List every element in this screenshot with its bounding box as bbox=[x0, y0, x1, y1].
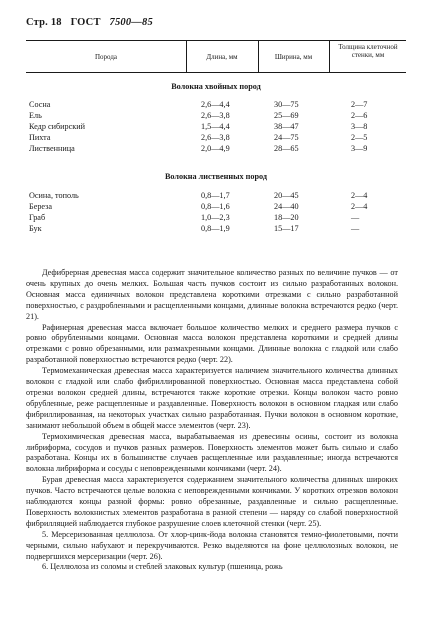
cell-breed: Ель bbox=[29, 111, 42, 120]
table-row bbox=[26, 202, 406, 212]
cell-length: 0,8—1,9 bbox=[201, 224, 230, 233]
table-header-rule bbox=[26, 72, 406, 73]
cell-breed: Бук bbox=[29, 224, 42, 233]
standard-number: 7500—85 bbox=[109, 17, 153, 28]
section-hardwood: Волокна лиственных пород bbox=[164, 172, 268, 181]
header-thickness: Толщина клеточной стенки, мм bbox=[338, 43, 398, 59]
cell-length: 2,6—3,8 bbox=[201, 133, 230, 142]
cell-thickness: 2—7 bbox=[351, 100, 368, 109]
table-row bbox=[26, 111, 406, 121]
cell-width: 30—75 bbox=[274, 100, 299, 109]
header-length: Длина, мм bbox=[206, 53, 238, 61]
table-row bbox=[26, 122, 406, 132]
page-number: Стр. 18 bbox=[26, 17, 62, 28]
cell-width: 28—65 bbox=[274, 144, 299, 153]
header-breed: Порода bbox=[94, 53, 118, 61]
section-softwood: Волокна хвойных пород bbox=[171, 82, 261, 91]
cell-width: 24—40 bbox=[274, 202, 299, 211]
cell-length: 1,0—2,3 bbox=[201, 213, 230, 222]
cell-thickness: — bbox=[351, 213, 360, 222]
cell-thickness: 3—8 bbox=[351, 122, 368, 131]
cell-breed: Осина, тополь bbox=[29, 191, 79, 200]
cell-breed: Береза bbox=[29, 202, 53, 211]
table-top-rule bbox=[26, 40, 406, 41]
paragraph: Рафинерная древесная масса включает большое количество мелких и среднего размера пучков с ровно обрубленными концами. Основная масса волокон представлена короткими и средней длины отрезками с ровно обрезанными, или размахренными концами. Длинные волокна с гладкой или слабо разработанной поверхностью встречаются редко (черт. 22). bbox=[26, 322, 398, 365]
cell-breed: Пихта bbox=[29, 133, 51, 142]
table-row bbox=[26, 133, 406, 143]
header-width: Ширина, мм bbox=[274, 53, 313, 61]
cell-length: 0,8—1,6 bbox=[201, 202, 230, 211]
cell-thickness: 3—9 bbox=[351, 144, 368, 153]
cell-width: 15—17 bbox=[274, 224, 299, 233]
table-row bbox=[26, 224, 406, 234]
column-divider bbox=[329, 40, 330, 72]
paragraph: Дефибрерная древесная масса содержит значительное количество разных по величине пучков — от очень крупных до очень мелких. Большая часть пучков состоит из сильно разработанных волокон. Основная масса единичных волокон представлена короткими отрезками с сильно разработанной поверхностью, с раздробленными и расщепленными концами, длинные волокна встречаются редко (черт. 21). bbox=[26, 268, 398, 321]
cell-width: 24—75 bbox=[274, 133, 299, 142]
table-row bbox=[26, 213, 406, 223]
cell-length: 2,6—4,4 bbox=[201, 100, 230, 109]
paragraph: 6. Целлюлоза из соломы и стеблей злаковых культур (пшеница, рожь bbox=[42, 562, 283, 572]
cell-length: 0,8—1,7 bbox=[201, 191, 230, 200]
cell-breed: Лиственница bbox=[29, 144, 75, 153]
table-row bbox=[26, 144, 406, 154]
standard-label: ГОСТ bbox=[70, 17, 101, 28]
page-header bbox=[26, 17, 153, 28]
paragraph: Термохимическая древесная масса, вырабатываемая из древесины осины, состоит из волокна либриформа, сосудов и пучков разных размеров. Поверхность элементов может быть сильно и слабо разработана. Концы их в большинстве случаев расщепленные или раздавленные; иногда встречаются волокна либриформа и сосуды с неповрежденными кончиками (черт. 24). bbox=[26, 431, 398, 474]
cell-thickness: 2—4 bbox=[351, 202, 368, 211]
cell-width: 38—47 bbox=[274, 122, 299, 131]
table-row bbox=[26, 100, 406, 110]
cell-thickness: 2—5 bbox=[351, 133, 368, 142]
cell-length: 2,0—4,9 bbox=[201, 144, 230, 153]
cell-breed: Сосна bbox=[29, 100, 51, 109]
body-text bbox=[26, 268, 398, 573]
paragraph: Бурая древесная масса характеризуется содержанием значительного количества длинных широких пучков. Часто встречаются целые волокна с неповрежденными кончиками. У коротких отрезков волокон наблюдаются концы разной формы: ровно обрезанные, раздавленные и сильно расщепленные. Поверхность волокнистых элементов разработана в разной степени — наряду со слабой поверхностной фибрилляцией наблюдается глубокое разрушение слоев клеточной стенки (черт. 25). bbox=[26, 475, 398, 528]
cell-width: 20—45 bbox=[274, 191, 299, 200]
paragraph: Термомеханическая древесная масса характеризуется наличием значительного количества длинных волокон с гладкой или слабо фибриллированной поверхностью. Основная масса представлена собой отрезки волокон средней длины, встречаются также короткие отрезки. Концы волокон часто ровно обрубленные, реже расщепленные и раздавленные. Поверхность волокон в основном гладкая или слабо фибриллированная, на некоторых участках сильно разработанная. Пучки волокон в основном короткие, занимают небольшой объем в общей массе элементов (черт. 23). bbox=[26, 366, 398, 430]
cell-thickness: — bbox=[351, 224, 360, 233]
cell-width: 25—69 bbox=[274, 111, 299, 120]
cell-thickness: 2—6 bbox=[351, 111, 368, 120]
table-row bbox=[26, 191, 406, 201]
cell-length: 1,5—4,4 bbox=[201, 122, 230, 131]
cell-breed: Кедр сибирский bbox=[29, 122, 86, 131]
cell-breed: Граб bbox=[29, 213, 46, 222]
paragraph: 5. Мерсеризованная целлюлоза. От хлор-цинк-йода волокна становятся темно-фиолетовыми, почти черными, сильно набухают и перекручиваются. Резко выделяются на фоне целлюлозных волокон, не подвергшихся мерсеризации (черт. 26). bbox=[26, 529, 398, 561]
cell-thickness: 2—4 bbox=[351, 191, 368, 200]
cell-width: 18—20 bbox=[274, 213, 299, 222]
cell-length: 2,6—3,8 bbox=[201, 111, 230, 120]
